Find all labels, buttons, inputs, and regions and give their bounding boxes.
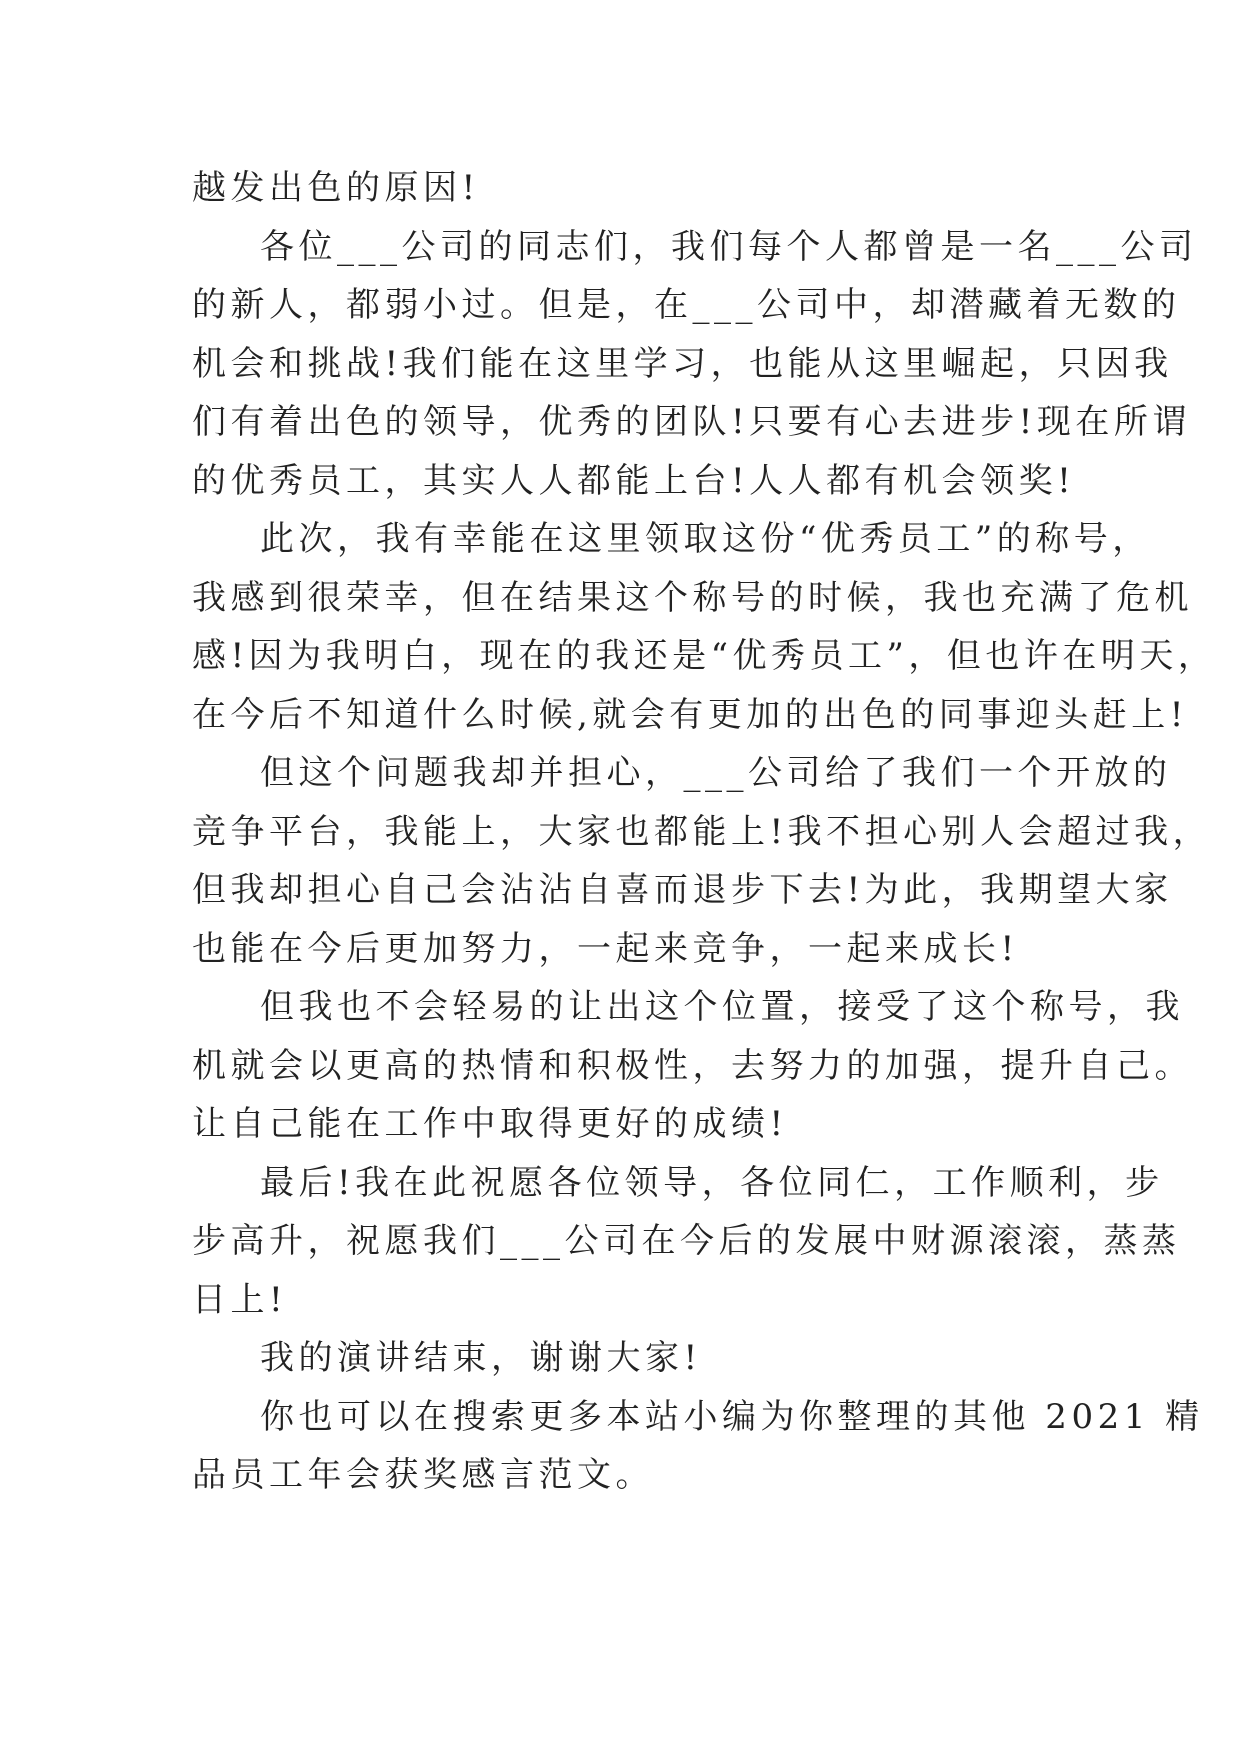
text-line: 机就会以更高的热情和积极性，去努力的加强，提升自己。 [192,1045,1193,1086]
text-line: 越发出色的原因! [192,168,480,208]
text-line: 此次，我有幸能在这里领取这份“优秀员工”的称号， [260,519,1151,559]
text-line: 我的演讲结束，谢谢大家! [260,1338,702,1378]
text-line: 但这个问题我却并担心，___公司给了我们一个开放的 [260,753,1172,793]
text-line: 我感到很荣幸，但在结果这个称号的时候，我也充满了危机 [192,577,1193,618]
text-line: 的优秀员工，其实人人都能上台!人人都有机会领奖! [192,460,1076,501]
text-line: 但我也不会轻易的让出这个位置，接受了这个称号，我 [260,987,1184,1027]
text-line: 最后!我在此祝愿各位领导，各位同仁，工作顺利，步 [260,1162,1164,1203]
text-line: 的新人，都弱小过。但是，在___公司中，却潜藏着无数的 [192,285,1181,325]
text-line: 们有着出色的领导，优秀的团队!只要有心去进步!现在所谓 [192,402,1191,442]
text-line: 让自己能在工作中取得更好的成绩! [192,1104,788,1144]
text-line: 也能在今后更加努力，一起来竞争，一起来成长! [192,928,1019,969]
text-line: 品员工年会获奖感言范文。 [192,1455,654,1495]
text-line: 步高升，祝愿我们___公司在今后的发展中财源滚滚，蒸蒸 [192,1221,1181,1261]
text-line: 但我却担心自己会沾沾自喜而退步下去!为此，我期望大家 [192,870,1173,910]
document-body [192,159,1217,1505]
text-line: 机会和挑战!我们能在这里学习，也能从这里崛起，只因我 [192,343,1173,384]
text-line: 你也可以在搜索更多本站小编为你整理的其他 2021 精 [260,1396,1204,1437]
text-line: 感!因为我明白，现在的我还是“优秀员工”，但也许在明天， [192,636,1217,676]
text-line: 日上! [192,1279,288,1320]
text-line: 在今后不知道什么时候,就会有更加的出色的同事迎头赶上! [192,694,1188,735]
text-line: 竞争平台，我能上，大家也都能上!我不担心别人会超过我， [192,811,1212,852]
text-line: 各位___公司的同志们，我们每个人都曾是一名___公司 [260,226,1198,267]
